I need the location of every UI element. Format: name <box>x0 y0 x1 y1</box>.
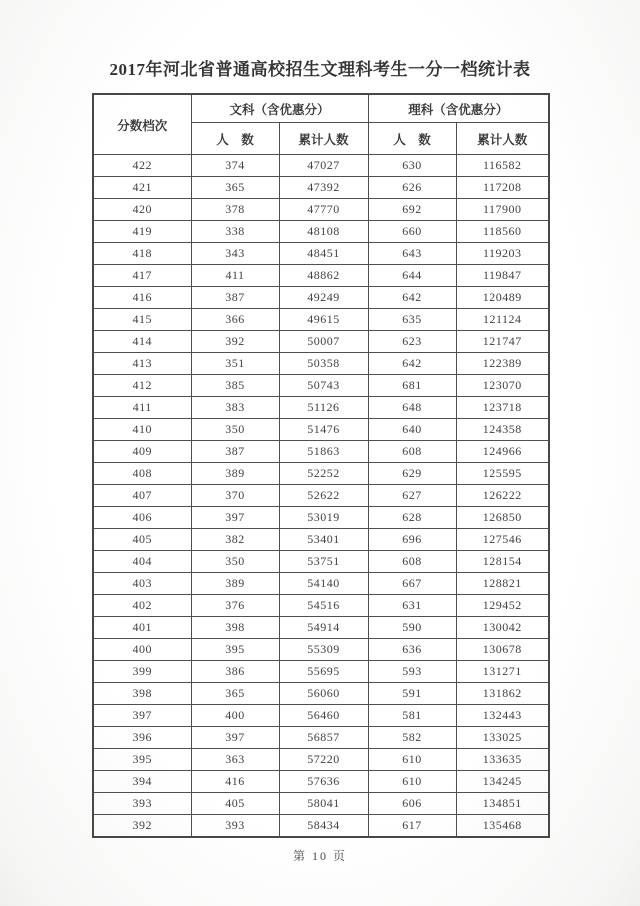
science-count-cell: 644 <box>368 265 456 287</box>
liberal-arts-cumulative-cell: 47392 <box>279 177 368 199</box>
score-cell: 411 <box>93 397 191 419</box>
liberal-arts-cumulative-cell: 53019 <box>279 507 368 529</box>
score-cell: 406 <box>93 507 191 529</box>
score-cell: 418 <box>93 243 191 265</box>
liberal-arts-count-cell: 386 <box>191 661 279 683</box>
table-row <box>93 551 549 573</box>
table-row <box>93 375 549 397</box>
liberal-arts-count-cell: 370 <box>191 485 279 507</box>
liberal-arts-count-cell: 350 <box>191 551 279 573</box>
liberal-arts-count-cell: 387 <box>191 441 279 463</box>
table-row <box>93 243 549 265</box>
liberal-arts-count-cell: 392 <box>191 331 279 353</box>
table-row <box>93 727 549 749</box>
score-cell: 395 <box>93 749 191 771</box>
table-row <box>93 507 549 529</box>
science-count-cell: 648 <box>368 397 456 419</box>
science-count-cell: 582 <box>368 727 456 749</box>
table-header <box>93 94 549 155</box>
liberal-arts-count-cell: 378 <box>191 199 279 221</box>
liberal-arts-count-cell: 395 <box>191 639 279 661</box>
table-row <box>93 419 549 441</box>
science-cumulative-cell: 124358 <box>456 419 549 441</box>
science-count-cell: 608 <box>368 441 456 463</box>
liberal-arts-cumulative-cell: 54516 <box>279 595 368 617</box>
score-cell: 392 <box>93 815 191 838</box>
science-cumulative-cell: 125595 <box>456 463 549 485</box>
score-cell: 400 <box>93 639 191 661</box>
science-count-cell: 593 <box>368 661 456 683</box>
liberal-arts-cumulative-cell: 49249 <box>279 287 368 309</box>
science-count-cell: 627 <box>368 485 456 507</box>
science-count-cell: 623 <box>368 331 456 353</box>
score-cell: 398 <box>93 683 191 705</box>
liberal-arts-cumulative-cell: 53401 <box>279 529 368 551</box>
liberal-arts-count-cell: 365 <box>191 177 279 199</box>
liberal-arts-count-cell: 351 <box>191 353 279 375</box>
liberal-arts-cumulative-cell: 50358 <box>279 353 368 375</box>
header-score-level: 分数档次 <box>93 94 191 155</box>
liberal-arts-count-cell: 411 <box>191 265 279 287</box>
liberal-arts-cumulative-cell: 50743 <box>279 375 368 397</box>
liberal-arts-count-cell: 383 <box>191 397 279 419</box>
score-cell: 399 <box>93 661 191 683</box>
science-count-cell: 696 <box>368 529 456 551</box>
science-count-cell: 643 <box>368 243 456 265</box>
liberal-arts-cumulative-cell: 51126 <box>279 397 368 419</box>
liberal-arts-cumulative-cell: 48451 <box>279 243 368 265</box>
science-cumulative-cell: 119847 <box>456 265 549 287</box>
table-row <box>93 529 549 551</box>
page-number: 第 10 页 <box>292 849 347 863</box>
score-cell: 410 <box>93 419 191 441</box>
science-cumulative-cell: 120489 <box>456 287 549 309</box>
score-cell: 408 <box>93 463 191 485</box>
table-row <box>93 397 549 419</box>
science-cumulative-cell: 117900 <box>456 199 549 221</box>
liberal-arts-count-cell: 338 <box>191 221 279 243</box>
table-row <box>93 331 549 353</box>
score-cell: 397 <box>93 705 191 727</box>
liberal-arts-count-cell: 382 <box>191 529 279 551</box>
table-row <box>93 595 549 617</box>
liberal-arts-cumulative-cell: 48862 <box>279 265 368 287</box>
science-cumulative-cell: 134851 <box>456 793 549 815</box>
science-cumulative-cell: 128154 <box>456 551 549 573</box>
table-row <box>93 177 549 199</box>
science-count-cell: 635 <box>368 309 456 331</box>
liberal-arts-cumulative-cell: 53751 <box>279 551 368 573</box>
score-cell: 420 <box>93 199 191 221</box>
liberal-arts-cumulative-cell: 58434 <box>279 815 368 838</box>
score-cell: 407 <box>93 485 191 507</box>
score-cell: 414 <box>93 331 191 353</box>
science-count-cell: 610 <box>368 771 456 793</box>
science-count-cell: 692 <box>368 199 456 221</box>
score-cell: 421 <box>93 177 191 199</box>
liberal-arts-count-cell: 374 <box>191 155 279 177</box>
score-cell: 416 <box>93 287 191 309</box>
science-cumulative-cell: 135468 <box>456 815 549 838</box>
science-count-cell: 628 <box>368 507 456 529</box>
science-cumulative-cell: 121124 <box>456 309 549 331</box>
table-row <box>93 309 549 331</box>
liberal-arts-cumulative-cell: 55309 <box>279 639 368 661</box>
liberal-arts-count-cell: 400 <box>191 705 279 727</box>
table-row <box>93 793 549 815</box>
table-row <box>93 661 549 683</box>
science-count-cell: 631 <box>368 595 456 617</box>
score-cell: 393 <box>93 793 191 815</box>
header-liberal-arts-count: 人 数 <box>191 123 279 155</box>
liberal-arts-count-cell: 387 <box>191 287 279 309</box>
liberal-arts-count-cell: 397 <box>191 507 279 529</box>
table-row <box>93 287 549 309</box>
header-liberal-arts-group: 文科（含优惠分） <box>191 94 368 123</box>
science-count-cell: 681 <box>368 375 456 397</box>
table-row <box>93 815 549 838</box>
science-cumulative-cell: 133025 <box>456 727 549 749</box>
score-cell: 396 <box>93 727 191 749</box>
liberal-arts-cumulative-cell: 49615 <box>279 309 368 331</box>
science-cumulative-cell: 130678 <box>456 639 549 661</box>
liberal-arts-cumulative-cell: 56460 <box>279 705 368 727</box>
liberal-arts-cumulative-cell: 57636 <box>279 771 368 793</box>
science-cumulative-cell: 121747 <box>456 331 549 353</box>
liberal-arts-cumulative-cell: 58041 <box>279 793 368 815</box>
science-count-cell: 608 <box>368 551 456 573</box>
header-liberal-arts-cumulative: 累计人数 <box>279 123 368 155</box>
science-cumulative-cell: 122389 <box>456 353 549 375</box>
liberal-arts-cumulative-cell: 52252 <box>279 463 368 485</box>
score-cell: 412 <box>93 375 191 397</box>
liberal-arts-cumulative-cell: 54140 <box>279 573 368 595</box>
science-count-cell: 629 <box>368 463 456 485</box>
liberal-arts-cumulative-cell: 54914 <box>279 617 368 639</box>
liberal-arts-count-cell: 350 <box>191 419 279 441</box>
liberal-arts-cumulative-cell: 56857 <box>279 727 368 749</box>
science-cumulative-cell: 131271 <box>456 661 549 683</box>
science-count-cell: 667 <box>368 573 456 595</box>
table-row <box>93 265 549 287</box>
science-cumulative-cell: 123070 <box>456 375 549 397</box>
liberal-arts-cumulative-cell: 57220 <box>279 749 368 771</box>
score-cell: 415 <box>93 309 191 331</box>
liberal-arts-count-cell: 385 <box>191 375 279 397</box>
table-row <box>93 199 549 221</box>
liberal-arts-count-cell: 389 <box>191 573 279 595</box>
liberal-arts-count-cell: 366 <box>191 309 279 331</box>
liberal-arts-cumulative-cell: 52622 <box>279 485 368 507</box>
science-count-cell: 590 <box>368 617 456 639</box>
table-row <box>93 441 549 463</box>
table-row <box>93 155 549 177</box>
header-science-count: 人 数 <box>368 123 456 155</box>
science-count-cell: 660 <box>368 221 456 243</box>
science-cumulative-cell: 116582 <box>456 155 549 177</box>
table-row <box>93 573 549 595</box>
science-count-cell: 636 <box>368 639 456 661</box>
score-cell: 422 <box>93 155 191 177</box>
science-cumulative-cell: 118560 <box>456 221 549 243</box>
liberal-arts-count-cell: 416 <box>191 771 279 793</box>
science-count-cell: 630 <box>368 155 456 177</box>
score-cell: 405 <box>93 529 191 551</box>
table-row <box>93 463 549 485</box>
header-science-cumulative: 累计人数 <box>456 123 549 155</box>
science-count-cell: 591 <box>368 683 456 705</box>
score-cell: 409 <box>93 441 191 463</box>
science-cumulative-cell: 127546 <box>456 529 549 551</box>
science-count-cell: 640 <box>368 419 456 441</box>
score-cell: 419 <box>93 221 191 243</box>
score-cell: 401 <box>93 617 191 639</box>
science-cumulative-cell: 132443 <box>456 705 549 727</box>
science-cumulative-cell: 133635 <box>456 749 549 771</box>
liberal-arts-cumulative-cell: 51476 <box>279 419 368 441</box>
table-row <box>93 683 549 705</box>
liberal-arts-count-cell: 365 <box>191 683 279 705</box>
liberal-arts-cumulative-cell: 47770 <box>279 199 368 221</box>
liberal-arts-count-cell: 376 <box>191 595 279 617</box>
science-cumulative-cell: 129452 <box>456 595 549 617</box>
science-count-cell: 626 <box>368 177 456 199</box>
header-science-group: 理科（含优惠分） <box>368 94 549 123</box>
science-cumulative-cell: 119203 <box>456 243 549 265</box>
score-cell: 402 <box>93 595 191 617</box>
liberal-arts-cumulative-cell: 55695 <box>279 661 368 683</box>
score-cell: 417 <box>93 265 191 287</box>
table-row <box>93 771 549 793</box>
liberal-arts-count-cell: 343 <box>191 243 279 265</box>
score-cell: 413 <box>93 353 191 375</box>
liberal-arts-count-cell: 393 <box>191 815 279 838</box>
science-cumulative-cell: 117208 <box>456 177 549 199</box>
table-body <box>93 155 549 838</box>
science-cumulative-cell: 124966 <box>456 441 549 463</box>
science-count-cell: 606 <box>368 793 456 815</box>
table-row <box>93 221 549 243</box>
science-count-cell: 642 <box>368 353 456 375</box>
liberal-arts-count-cell: 389 <box>191 463 279 485</box>
table-row <box>93 353 549 375</box>
table-row <box>93 617 549 639</box>
score-cell: 404 <box>93 551 191 573</box>
liberal-arts-count-cell: 405 <box>191 793 279 815</box>
table-row <box>93 705 549 727</box>
science-cumulative-cell: 128821 <box>456 573 549 595</box>
science-cumulative-cell: 131862 <box>456 683 549 705</box>
science-count-cell: 642 <box>368 287 456 309</box>
science-cumulative-cell: 123718 <box>456 397 549 419</box>
liberal-arts-cumulative-cell: 50007 <box>279 331 368 353</box>
liberal-arts-count-cell: 398 <box>191 617 279 639</box>
science-cumulative-cell: 130042 <box>456 617 549 639</box>
liberal-arts-cumulative-cell: 51863 <box>279 441 368 463</box>
liberal-arts-cumulative-cell: 48108 <box>279 221 368 243</box>
score-distribution-table <box>92 93 550 838</box>
score-cell: 403 <box>93 573 191 595</box>
science-cumulative-cell: 126850 <box>456 507 549 529</box>
liberal-arts-cumulative-cell: 56060 <box>279 683 368 705</box>
science-count-cell: 581 <box>368 705 456 727</box>
table-row <box>93 749 549 771</box>
liberal-arts-count-cell: 397 <box>191 727 279 749</box>
liberal-arts-count-cell: 363 <box>191 749 279 771</box>
page-title: 2017年河北省普通高校招生文理科考生一分一档统计表 <box>109 60 531 79</box>
table-row <box>93 639 549 661</box>
science-cumulative-cell: 126222 <box>456 485 549 507</box>
science-count-cell: 617 <box>368 815 456 838</box>
science-count-cell: 610 <box>368 749 456 771</box>
science-cumulative-cell: 134245 <box>456 771 549 793</box>
score-cell: 394 <box>93 771 191 793</box>
liberal-arts-cumulative-cell: 47027 <box>279 155 368 177</box>
table-row <box>93 485 549 507</box>
